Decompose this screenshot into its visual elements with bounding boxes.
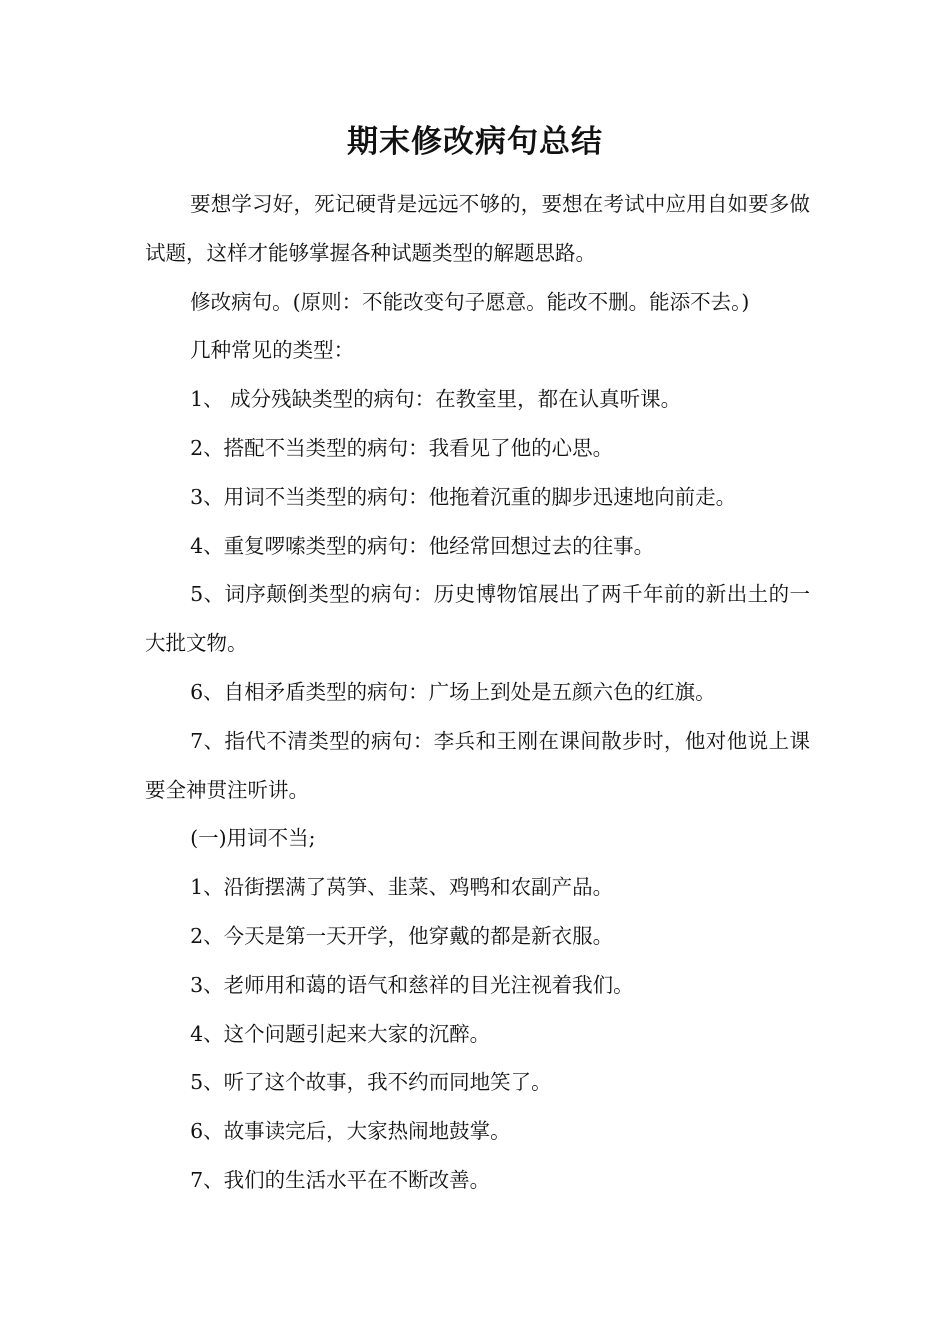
- list-item: 1、沿街摆满了莴笋、韭菜、鸡鸭和农副产品。: [190, 875, 614, 900]
- list-item: 7、指代不清类型的病句：李兵和王刚在课间散步时，他对他说上课要全神贯注听讲。: [145, 728, 810, 802]
- list-item: 2、今天是第一天开学，他穿戴的都是新衣服。: [190, 923, 614, 948]
- list-item: 7、我们的生活水平在不断改善。: [190, 1167, 491, 1192]
- paragraph-principle: 修改病句。(原则：不能改变句子愿意。能改不删。能添不去。): [190, 289, 750, 314]
- list-item: 5、听了这个故事，我不约而同地笑了。: [190, 1070, 552, 1095]
- paragraph-types-heading: 几种常见的类型：: [190, 338, 355, 363]
- list-item: 6、故事读完后，大家热闹地鼓掌。: [190, 1119, 511, 1144]
- list-item: 3、用词不当类型的病句：他拖着沉重的脚步迅速地向前走。: [190, 484, 737, 509]
- list-item: 1、 成分残缺类型的病句：在教室里，都在认真听课。: [190, 387, 682, 412]
- list-item: 4、重复啰嗦类型的病句：他经常回想过去的往事。: [190, 533, 655, 558]
- section-heading: (一)用词不当;: [190, 826, 316, 851]
- list-item: 3、老师用和蔼的语气和慈祥的目光注视着我们。: [190, 972, 634, 997]
- list-item: 4、这个问题引起来大家的沉醉。: [190, 1021, 491, 1046]
- list-item: 6、自相矛盾类型的病句：广场上到处是五颜六色的红旗。: [190, 679, 716, 704]
- paragraph-intro: 要想学习好，死记硬背是远远不够的，要想在考试中应用自如要多做试题，这样才能够掌握各种试题类型的解题思路。: [145, 192, 810, 265]
- document-body: [145, 180, 810, 1205]
- list-item: 5、词序颠倒类型的病句：历史博物馆展出了两千年前的新出土的一大批文物。: [145, 582, 810, 656]
- document-title: 期末修改病句总结: [347, 124, 603, 160]
- list-item: 2、搭配不当类型的病句：我看见了他的心思。: [190, 435, 614, 460]
